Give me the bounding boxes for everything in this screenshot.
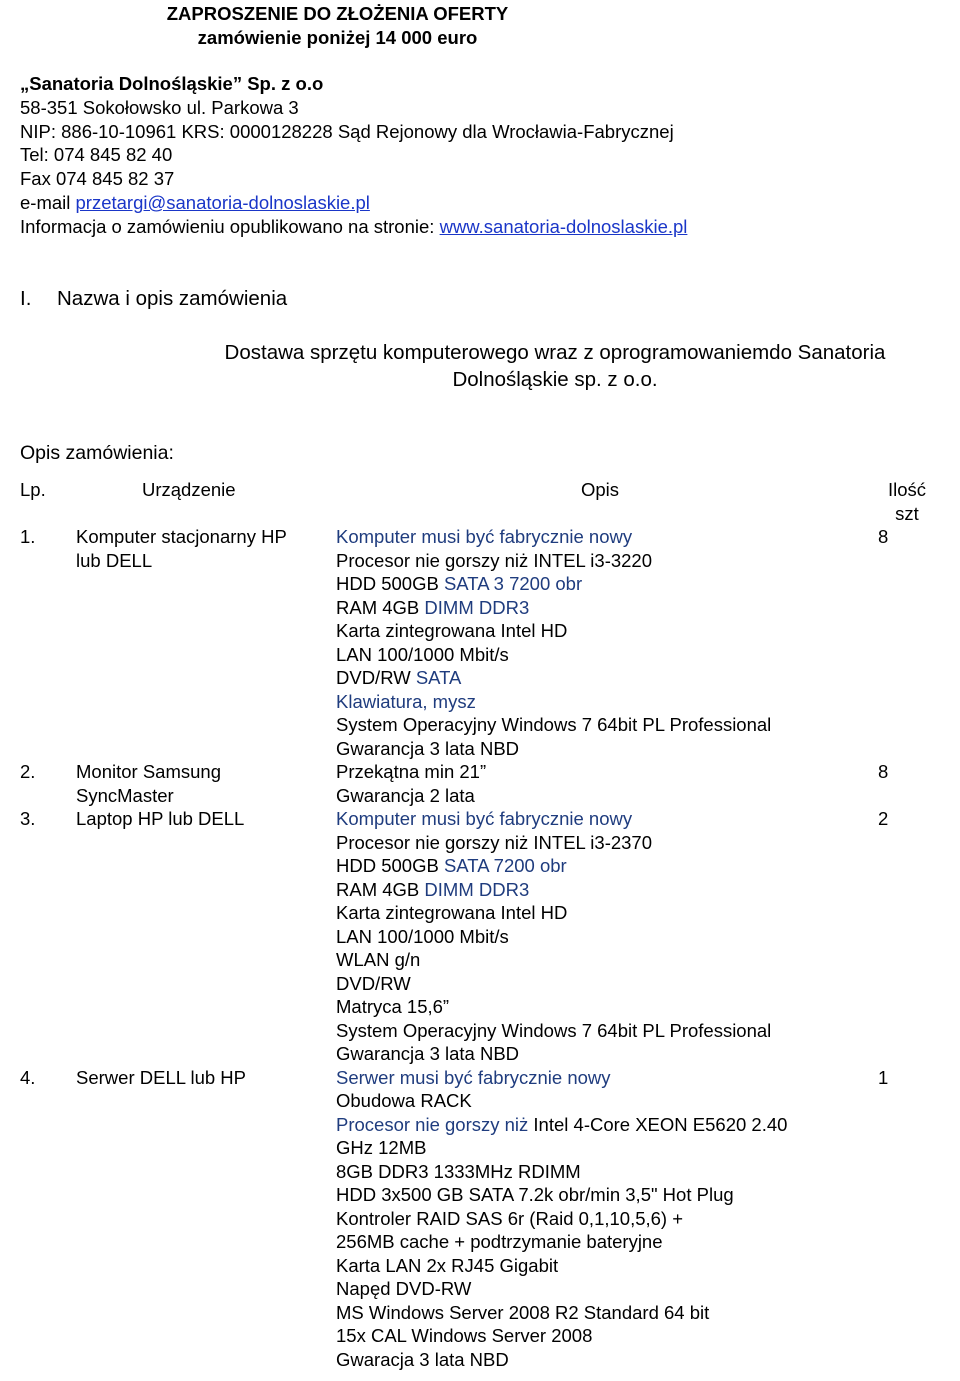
description-text: DIMM DDR3 bbox=[424, 596, 530, 618]
description-text: Intel 4-Core XEON E5620 2.40 bbox=[533, 1113, 788, 1135]
description-line bbox=[336, 1160, 896, 1184]
description-text: Obudowa RACK bbox=[336, 1090, 472, 1111]
row-description bbox=[336, 1066, 896, 1372]
row-quantity: 8 bbox=[878, 526, 889, 547]
description-line bbox=[336, 760, 896, 784]
description-line bbox=[336, 1301, 896, 1325]
description-text: Procesor nie gorszy niż bbox=[336, 1113, 534, 1135]
description-line bbox=[336, 1042, 896, 1066]
description-line bbox=[336, 854, 896, 878]
description-text: HDD 3x500 GB SATA 7.2k obr/min 3,5" Hot Plug bbox=[336, 1184, 734, 1205]
description-text: SATA bbox=[415, 667, 462, 688]
description-line bbox=[336, 1183, 896, 1207]
company-fax: Fax 074 845 82 37 bbox=[20, 168, 175, 190]
device-line: SyncMaster bbox=[76, 784, 174, 806]
company-name: „Sanatoria Dolnośląskie” Sp. z o.o bbox=[20, 73, 324, 94]
description-line bbox=[336, 643, 896, 667]
description-line bbox=[336, 831, 896, 855]
description-text: Napęd DVD-RW bbox=[336, 1278, 472, 1299]
description-text: Gwarancja 3 lata NBD bbox=[336, 1043, 520, 1064]
description-text: Gwarancja 3 lata NBD bbox=[336, 737, 520, 759]
order-subject bbox=[120, 339, 960, 393]
row-device bbox=[76, 1066, 316, 1090]
description-line bbox=[336, 549, 896, 573]
description-line bbox=[336, 690, 896, 714]
description-line bbox=[336, 596, 896, 620]
publication-info-line bbox=[20, 215, 687, 239]
company-header bbox=[20, 72, 687, 239]
section-number: I. bbox=[20, 287, 32, 310]
description-text: LAN 100/1000 Mbit/s bbox=[336, 925, 509, 947]
header-lp: Lp. bbox=[20, 479, 46, 500]
description-text: System Operacyjny Windows 7 64bit PL Professional bbox=[336, 714, 772, 735]
description-text: Karta LAN 2x RJ45 Gigabit bbox=[336, 1254, 559, 1276]
description-text: 15x CAL Windows Server 2008 bbox=[336, 1325, 593, 1346]
description-line bbox=[336, 1277, 896, 1301]
row-description bbox=[336, 807, 896, 1066]
description-line bbox=[336, 1254, 896, 1278]
page-title bbox=[0, 2, 960, 50]
description-text: DVD/RW bbox=[336, 972, 411, 994]
description-text: Serwer musi być fabrycznie nowy bbox=[336, 1066, 611, 1088]
description-line bbox=[336, 666, 896, 690]
description-text: DVD/RW bbox=[336, 667, 416, 688]
description-line bbox=[336, 713, 896, 737]
description-text: LAN 100/1000 Mbit/s bbox=[336, 643, 509, 665]
description-text: GHz 12MB bbox=[336, 1137, 427, 1158]
email-label: e-mail bbox=[20, 191, 76, 213]
email-link[interactable]: przetargi@sanatoria-dolnoslaskie.pl bbox=[75, 191, 370, 213]
description-text: Komputer musi być fabrycznie nowy bbox=[336, 526, 633, 547]
device-line: Laptop HP lub DELL bbox=[76, 808, 245, 829]
description-text: SATA 3 7200 obr bbox=[443, 573, 583, 594]
row-device bbox=[76, 760, 316, 807]
description-line bbox=[336, 1324, 896, 1348]
description-line bbox=[336, 1089, 896, 1113]
description-text: HDD 500GB bbox=[336, 855, 444, 876]
device-line: lub DELL bbox=[76, 549, 153, 571]
description-text: Komputer musi być fabrycznie nowy bbox=[336, 808, 633, 829]
description-line bbox=[336, 878, 896, 902]
company-address: 58-351 Sokołowsko ul. Parkowa 3 bbox=[20, 96, 299, 118]
description-line bbox=[336, 1230, 896, 1254]
row-lp: 4. bbox=[20, 1066, 36, 1088]
row-lp: 1. bbox=[20, 526, 36, 547]
row-device bbox=[76, 807, 316, 831]
header-quantity-line2: szt bbox=[895, 502, 919, 524]
row-description bbox=[336, 525, 896, 760]
company-tel: Tel: 074 845 82 40 bbox=[20, 144, 173, 166]
description-text: 8GB DDR3 1333MHz RDIMM bbox=[336, 1160, 581, 1182]
description-text: SATA 7200 obr bbox=[443, 855, 567, 876]
header-quantity-line1: Ilość bbox=[887, 479, 927, 500]
header-description: Opis bbox=[581, 479, 620, 500]
description-text: Procesor nie gorszy niż INTEL i3-2370 bbox=[336, 831, 653, 853]
description-text: Przekątna min 21” bbox=[336, 761, 487, 782]
row-lp: 2. bbox=[20, 761, 36, 782]
description-line bbox=[336, 948, 896, 972]
description-line bbox=[336, 1136, 896, 1160]
table-body bbox=[0, 525, 960, 1371]
table-header-row bbox=[0, 478, 960, 525]
description-text: 256MB cache + podtrzymanie bateryjne bbox=[336, 1231, 663, 1252]
table-row bbox=[0, 525, 960, 760]
section-heading bbox=[20, 286, 287, 312]
description-line bbox=[336, 784, 896, 808]
description-text: HDD 500GB bbox=[336, 573, 444, 594]
description-line bbox=[336, 1066, 896, 1090]
header-device: Urządzenie bbox=[142, 479, 236, 500]
order-subject-line2: Dolnośląskie sp. z o.o. bbox=[452, 368, 658, 391]
description-line bbox=[336, 995, 896, 1019]
company-email-line bbox=[20, 191, 687, 215]
description-text: Procesor nie gorszy niż INTEL i3-3220 bbox=[336, 549, 653, 571]
description-text: System Operacyjny Windows 7 64bit PL Professional bbox=[336, 1019, 772, 1041]
description-text: Klawiatura, mysz bbox=[336, 690, 476, 712]
description-text: Kontroler RAID SAS 6r (Raid 0,1,10,5,6) + bbox=[336, 1207, 684, 1229]
description-text: DIMM DDR3 bbox=[424, 878, 530, 900]
description-line bbox=[336, 1019, 896, 1043]
description-line bbox=[336, 525, 896, 549]
description-line bbox=[336, 972, 896, 996]
description-line bbox=[336, 619, 896, 643]
order-subject-line1: Dostawa sprzętu komputerowego wraz z oprogramowaniemdo Sanatoria bbox=[224, 341, 886, 364]
description-line bbox=[336, 1348, 896, 1372]
page-title-line2: zamówienie poniżej 14 000 euro bbox=[197, 27, 478, 48]
website-link[interactable]: www.sanatoria-dolnoslaskie.pl bbox=[439, 215, 688, 237]
description-text: Matryca 15,6” bbox=[336, 996, 450, 1017]
description-text: Gwaracja 3 lata NBD bbox=[336, 1348, 509, 1370]
row-description bbox=[336, 760, 896, 807]
description-line bbox=[336, 925, 896, 949]
description-text: Gwarancja 2 lata bbox=[336, 784, 475, 806]
description-line bbox=[336, 901, 896, 925]
description-text: Karta zintegrowana Intel HD bbox=[336, 902, 568, 923]
description-text: WLAN g/n bbox=[336, 949, 421, 970]
description-line bbox=[336, 737, 896, 761]
table-row bbox=[0, 1066, 960, 1372]
description-line bbox=[336, 807, 896, 831]
company-registry: NIP: 886-10-10961 KRS: 0000128228 Sąd Rejonowy dla Wrocławia-Fabrycznej bbox=[20, 120, 674, 142]
description-text: RAM 4GB bbox=[336, 596, 425, 618]
row-lp: 3. bbox=[20, 808, 36, 829]
publication-info-label: Informacja o zamówieniu opublikowano na stronie: bbox=[20, 215, 440, 237]
section-title: Nazwa i opis zamówienia bbox=[57, 287, 288, 310]
device-line: Komputer stacjonarny HP bbox=[76, 526, 287, 547]
row-quantity: 1 bbox=[878, 1066, 889, 1088]
description-text: MS Windows Server 2008 R2 Standard 64 bit bbox=[336, 1301, 710, 1323]
description-text: Karta zintegrowana Intel HD bbox=[336, 620, 568, 641]
device-line: Serwer DELL lub HP bbox=[76, 1066, 246, 1088]
row-quantity: 2 bbox=[878, 808, 889, 829]
description-text: RAM 4GB bbox=[336, 878, 425, 900]
table-row bbox=[0, 807, 960, 1066]
row-quantity: 8 bbox=[878, 761, 889, 782]
description-line bbox=[336, 1207, 896, 1231]
description-line bbox=[336, 572, 896, 596]
header-quantity bbox=[872, 478, 942, 525]
description-line bbox=[336, 1113, 896, 1137]
table-row bbox=[0, 760, 960, 807]
page-title-line1: ZAPROSZENIE DO ZŁOŻENIA OFERTY bbox=[166, 3, 509, 24]
device-line: Monitor Samsung bbox=[76, 761, 221, 782]
order-description-label: Opis zamówienia: bbox=[20, 442, 174, 464]
order-table bbox=[0, 478, 960, 1371]
row-device bbox=[76, 525, 316, 572]
